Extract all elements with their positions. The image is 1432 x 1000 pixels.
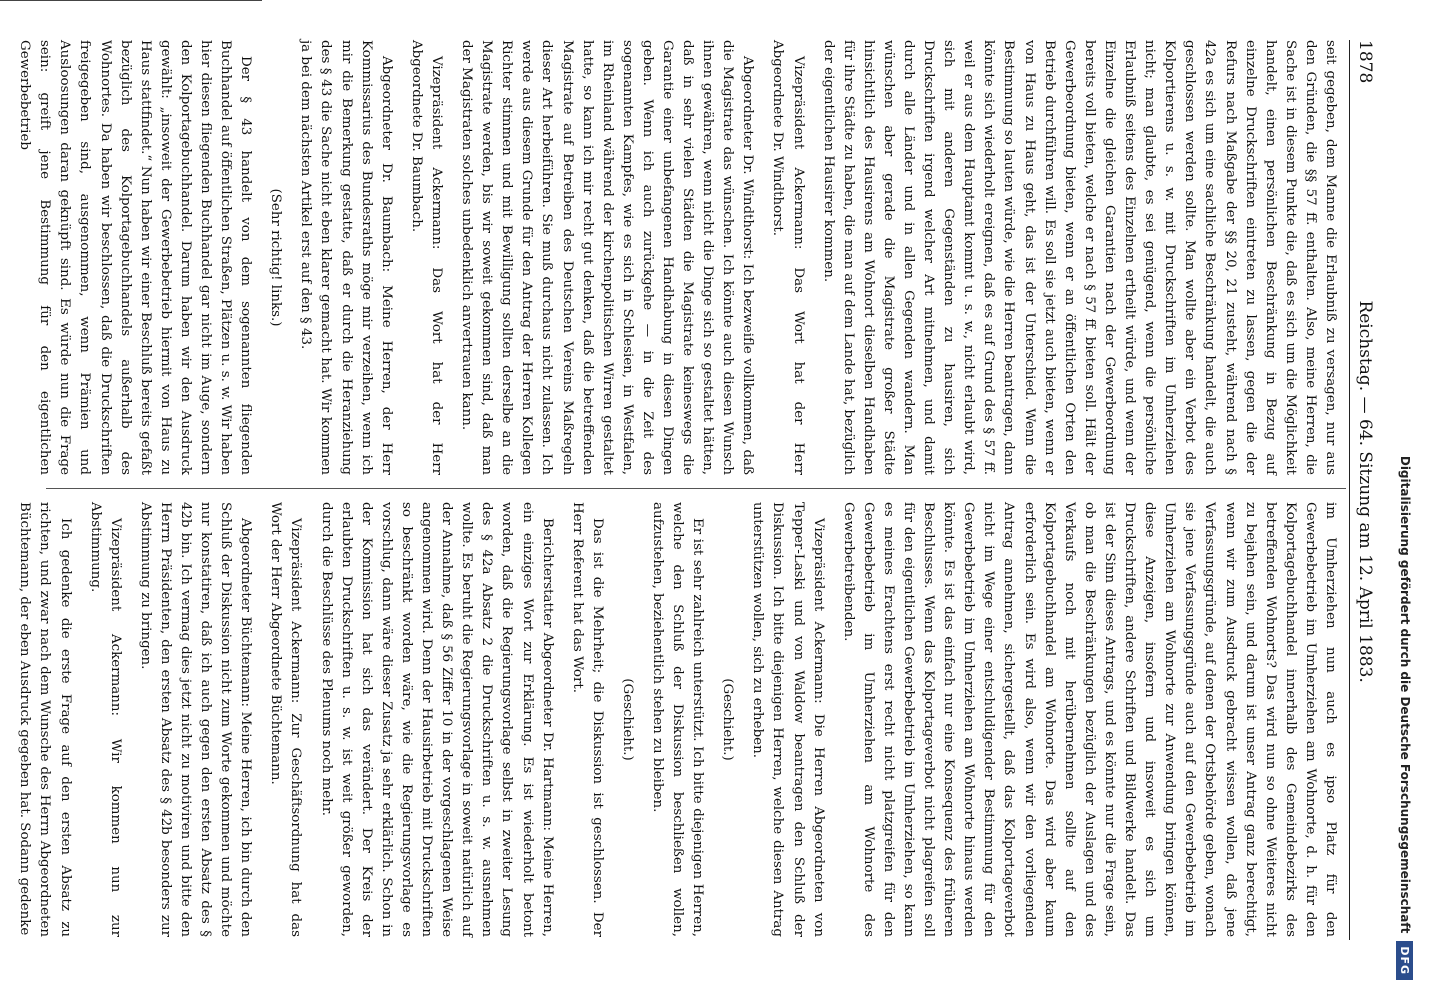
- document-page: [17, 40, 1380, 940]
- interjection: (Geschieht.): [720, 678, 736, 761]
- interjection: (Geschieht.): [619, 678, 635, 761]
- speaker-paragraph: Berichterstatter Abgeordneter Dr. Hartmann: Meine Herren, ein einziges Wort zur Erklärung. Es ist wiederholt betont worden, daß die Regierungsvorlage selbst in zweiter Lesung des § 42a Absatz 2 die Druckschriften u. s. w. ausnehmen wollte. Es beruht die Regierungsvorlage in soweit natürlich auf der Annahme, daß § 56 Ziffer 10 in der vorgeschlagenen Weise angenommen wird. Denn der Hausirbetrieb mit Druckschriften so beschränkt worden wäre, wie die Regierungsvorlage es vorschlug, dann wäre dieser Zusatz ja sehr erklärlich. Schon in der Kommission hat sich das verändert. Der Kreis der erlaubten Druckschriften u. s. w. ist weit größer geworden, durch die Beschlüsse des Plenums noch mehr.: [318, 502, 555, 937]
- speaker-paragraph: Vizepräsident Ackermann: Die Herren Abgeordneten von Tepper-Laski und von Waldow beantragen den Schluß der Diskussion. Ich bitte diejenigen Herren, welche diesen Antrag unterstützen wollen, sich zu erheben.: [750, 502, 826, 937]
- paragraph: im Umherziehen nun auch es ipso Platz für den Gewerbebetrieb im Umherziehen am Wohnorte, d. h. für den Kolportagebuchhandel innerhalb des Gemeindebezirks des betreffenden Wohnorts? Das wird nun so ohne Weiteres nicht zu bejahen sein, und darum ist unser Antrag ganz berechtigt, wenn wir zum Ausdruck gebracht wissen wollen, daß jene Verfassungsgründe, auf denen der Ortsbehörde geben, wonach sie jene Verfassungsgründe auch auf den Gewerbebetrieb im Umherziehen am Wohnorte zur Anwendung bringen können, diese Anzeigen, insofern und insoweit es sich um Druckschriften, andere Schriften und Bildwerke handelt. Das ist der Sinn dieses Antrags, und es könnte nur die Frage sein, ob man die Beschränkungen bezüglich der Auslagen und des Verkaufs noch mit herübernehmen sollte auf den Kolportagebuchhandel am Wohnorte. Das wird aber kaum erforderlich sein. Es wird also, wenn wir den vorliegenden Antrag annehmen, sichergestellt, daß das Kolportageverbot nicht im Wege einer entschuldigender Bestimmung für den Gewerbebetrieb im Umherziehen am Wohnorte hinaus werden könnte. Es ist das einfach nur eine Konsequenz des früheren Beschlusses. Wenn das Kolportageverbot nicht plagreifen soll für den eigentlichen Gewerbebetrieb im Umherziehen, so kann es meines Erachtens erst recht nicht platzgreifen für den Gewerbebetrieb im Umherziehen am Wohnorte des Gewerbetreibenden.: [840, 502, 1338, 937]
- speaker-paragraph: Vizepräsident Ackermann: Das Wort hat der Herr Abgeordnete Dr. Windthorst.: [770, 40, 806, 475]
- speaker-paragraph: Abgeordneter Dr. Windthorst: Ich bezweifle vollkommen, daß die Magistrate das wünschen. Ich könnte auch diesen Wunsch ihnen gewähren, wenn nicht die Dinge sich so gestaltet hätten, daß in sehr vielen Städten die Magistrate keineswegs die Garantie einer unbefangenen Handhabung in diesen Dingen geben. Wenn ich auch zurückgehe — in die Zeit des sogenannten Kampfes, wie es sich in Schlesien, in Westfalen, im Rheinland während der kirchenpolitischen Wirren gestaltet hatte, so kann ich mir recht gut denken, daß die betreffenden Magistrate auf Betreiben des Deutschen Vereins Maßregeln dieser Art herbeiführen. Sie muß durchaus nicht zulassen. Ich werde aus diesem Grunde für den Antrag der Herren Kollegen Richter stimmen und mit Bewilligung sollten derselbe an die Magistrate werden, bis wir soweit gekommen sind, daß man der Magistraten solches unbedenklich anvertrauen kann.: [459, 40, 756, 475]
- paragraph: seit gegeben, dem Manne die Erlaubniß zu versagen, nur aus den Gründen, die §§ 57 ff. enthalten. Also, meine Herren, die Sache ist in diesem Punkte die, daß es sich um die Möglichkeit handelt, einen persönlichen Beschränkung in Bezug auf einzelne Druckschriften eintreten zu lassen, gegen die der Refurs nach Maßgabe der §§ 20, 21 zusteht, während nach § 42a es sich um eine sachliche Beschränkung handelt, die auch geschlossen werden sollte. Man wollte aber ein Verbot des Kolportierens u. s. w. mit Druckschriften im Umherziehen nicht; man glaubte, es sei genügend, wenn die persönliche Erlaubniß seitens des Einzelnen ertheilt würde, und wenn der Einzelne die gleichen Garantien nach der Gewerbeordnung bereits voll bieten, welche er nach § 57 ff. bieten soll. Hält der Gewerbeordnung bieten, wenn er an öffentlichen Orten den Betrieb durchführen will. Es soll sie jetzt auch bieten, wenn er von Haus zu Haus geht, das ist der Unterschied. Wenn die Bestimmung so lauten würde, wie die Herren beantragen, dann könnte sich wiederholt ereignen, daß es auf Grund des § 57 ff. weil er aus dem Hauptamt kommt u. s. w., nicht erlaubt wird, sich mit anderen Gegenständen zu hausiren, sich Druckschriften irgend welcher Art mitnehmen, und damit durch alle Länder und in allen Gegenden wandern. Man wünschen aber gerade die Magistrate großer Städte hinsichtlich des Hausirens am Wohnort dieselben Handhaben für ihre Städte zu haben, die man auf dem Lande hat, bezüglich der eigentlichen Hausirer kommen.: [820, 40, 1338, 475]
- paragraph: Er ist sehr zahlreich unterstützt. Ich bitte diejenigen Herren, welche den Schluß der Diskussion beschließen wollen, aufzustehen, beziehentlich stehen zu bleiben.: [650, 502, 706, 937]
- credit-text: Digitalisierung gefördert durch die Deutsche Forschungsgemeinschaft: [1398, 455, 1412, 934]
- right-column: [17, 502, 1340, 937]
- column-divider: [46, 488, 1346, 489]
- speaker-paragraph: Vizepräsident Ackermann: Zur Geschäftsordnung hat das Wort der Herr Abgeordnete Büchtemann.: [268, 502, 304, 937]
- speaker-paragraph: Vizepräsident Ackermann: Wir kommen nun zur Abstimmung.: [87, 502, 123, 937]
- paragraph: Das ist die Mehrheit; die Diskussion ist geschlossen. Der Herr Referent hat das Wort.: [569, 502, 605, 937]
- page-header: [1349, 40, 1380, 940]
- digitization-credit: [1387, 20, 1423, 980]
- page-title: Reichstag. — 64. Sitzung am 12. April 1883.: [1355, 300, 1375, 683]
- interjection: (Sehr richtig! links.): [268, 188, 284, 327]
- page-number: 1878: [1355, 40, 1375, 84]
- left-column: [17, 40, 1340, 475]
- speaker-paragraph: Abgeordneter Dr. Baumbach: Meine Herren, der Herr Kommissarius des Bundesraths möge mir verzeihen, wenn ich mir die Bemerkung gestatte, daß er durch die Heranziehung des § 43 die Sache nicht eben klarer gemacht hat. Wir kommen ja bei dem nächsten Artikel erst auf den § 43.: [298, 40, 394, 475]
- paragraph: Der § 43 handelt von dem sogenannten fliegenden Buchhandel auf öffentlichen Straßen, Plätzen u. s. w. Wir haben hier diesen fliegenden Buchhandel gar nicht im Auge, sondern den Kolportagebuchhandel. Darum haben wir den Ausdruck gewählt: „insoweit der Gewerbebetrieb hiermit von Haus zu Haus stattfindet.“ Nun haben wir einer Beschluß bereits gefaßt bezüglich des Kolportagebuchhandels außerhalb des Wohnortes. Da haben wir beschlossen, daß die Druckschriften freigegeben sind, ausgenommen, wenn Prämien und Ausloosungen daran geknüpft sind. Es würde nun die Frage sein: greift jene Bestimmung für den eigentlichen Gewerbebetrieb: [17, 40, 254, 475]
- paragraph: Ich gedenke die erste Frage auf den ersten Absatz zu richten, und zwar nach dem Wunsche des Herrn Abgeordneten Büchtemann, der eben Ausdruck gegeben hat. Sodann gedenke: [17, 502, 73, 937]
- speaker-paragraph: Vizepräsident Ackermann: Das Wort hat der Herr Abgeordnete Dr. Baumbach.: [408, 40, 444, 475]
- dfg-logo: DFG: [1397, 941, 1414, 980]
- top-rule: [0, 0, 262, 1]
- speaker-paragraph: Abgeordneter Büchtemann: Meine Herren, ich bin durch den Schluß der Diskussion nicht zum Worte gekommen und möchte nur konstatiren, daß ich auch gegen den ersten Absatz des § 42b bin. Ich vermag dies jetzt nicht zu motiviren und bitte den Herrn Präsidenten, den ersten Absatz des § 42b besonders zur Abstimmung zu bringen.: [137, 502, 254, 937]
